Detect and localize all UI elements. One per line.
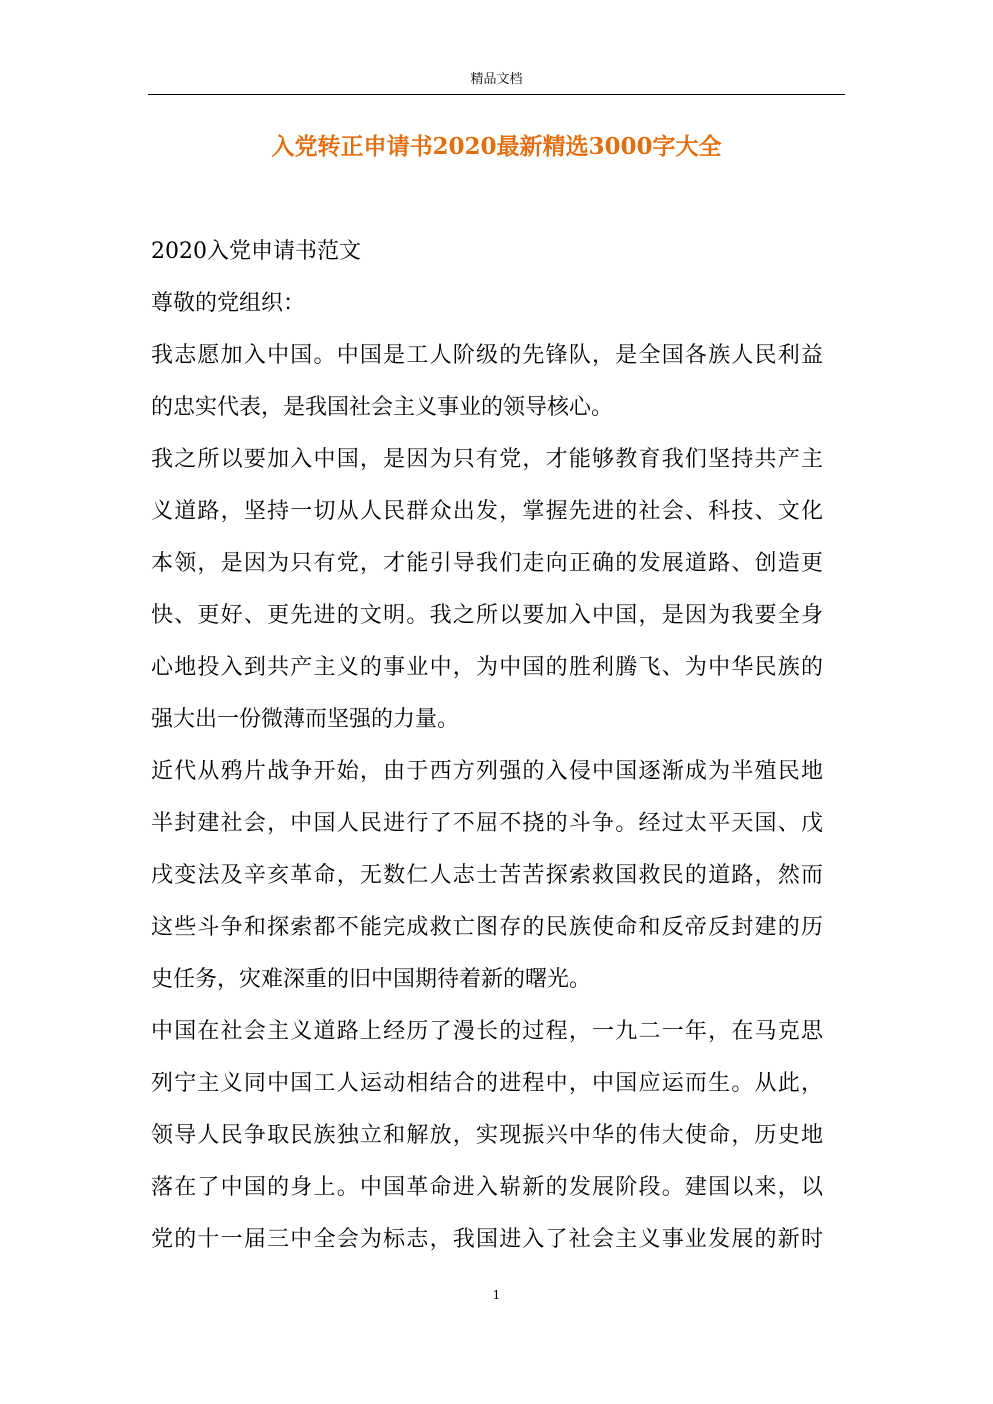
document-title: 入党转正申请书2020最新精选3000字大全 — [271, 133, 722, 160]
body-line: 史任务，灾难深重的旧中国期待着新的曙光。 — [151, 967, 592, 992]
body-line: 党的十一届三中全会为标志，我国进入了社会主义事业发展的新时 — [151, 1227, 823, 1252]
body-line: 义道路，坚持一切从人民群众出发，掌握先进的社会、科技、文化 — [151, 499, 823, 524]
body-line: 列宁主义同中国工人运动相结合的进程中，中国应运而生。从此， — [151, 1071, 823, 1096]
body-line: 落在了中国的身上。中国革命进入崭新的发展阶段。建国以来，以 — [151, 1175, 823, 1200]
body-line: 的忠实代表，是我国社会主义事业的领导核心。 — [151, 395, 614, 420]
header-divider — [148, 94, 845, 95]
body-line: 我志愿加入中国。中国是工人阶级的先锋队，是全国各族人民利益 — [151, 343, 823, 368]
body-line: 领导人民争取民族独立和解放，实现振兴中华的伟大使命，历史地 — [151, 1123, 823, 1148]
body-line: 这些斗争和探索都不能完成救亡图存的民族使命和反帝反封建的历 — [151, 915, 823, 940]
body-line: 强大出一份微薄而坚强的力量。 — [151, 707, 460, 732]
page-header: 精品文档 — [470, 72, 523, 87]
body-line: 半封建社会，中国人民进行了不屈不挠的斗争。经过太平天国、戊 — [151, 811, 823, 836]
body-line: 快、更好、更先进的文明。我之所以要加入中国，是因为我要全身 — [151, 603, 823, 628]
body-line: 近代从鸦片战争开始，由于西方列强的入侵中国逐渐成为半殖民地 — [151, 759, 823, 784]
page-number: 1 — [492, 1288, 501, 1302]
body-line: 戌变法及辛亥革命，无数仁人志士苦苦探索救国救民的道路，然而 — [151, 863, 823, 888]
body-line: 心地投入到共产主义的事业中，为中国的胜利腾飞、为中华民族的 — [151, 655, 823, 680]
body-line: 我之所以要加入中国，是因为只有党，才能够教育我们坚持共产主 — [151, 447, 823, 472]
document-body — [151, 226, 823, 1266]
body-line-salutation: 尊敬的党组织： — [151, 291, 306, 316]
body-line-subtitle: 2020入党申请书范文 — [151, 239, 361, 264]
body-line: 本领，是因为只有党，才能引导我们走向正确的发展道路、创造更 — [151, 551, 823, 576]
body-line: 中国在社会主义道路上经历了漫长的过程，一九二一年，在马克思 — [151, 1019, 823, 1044]
